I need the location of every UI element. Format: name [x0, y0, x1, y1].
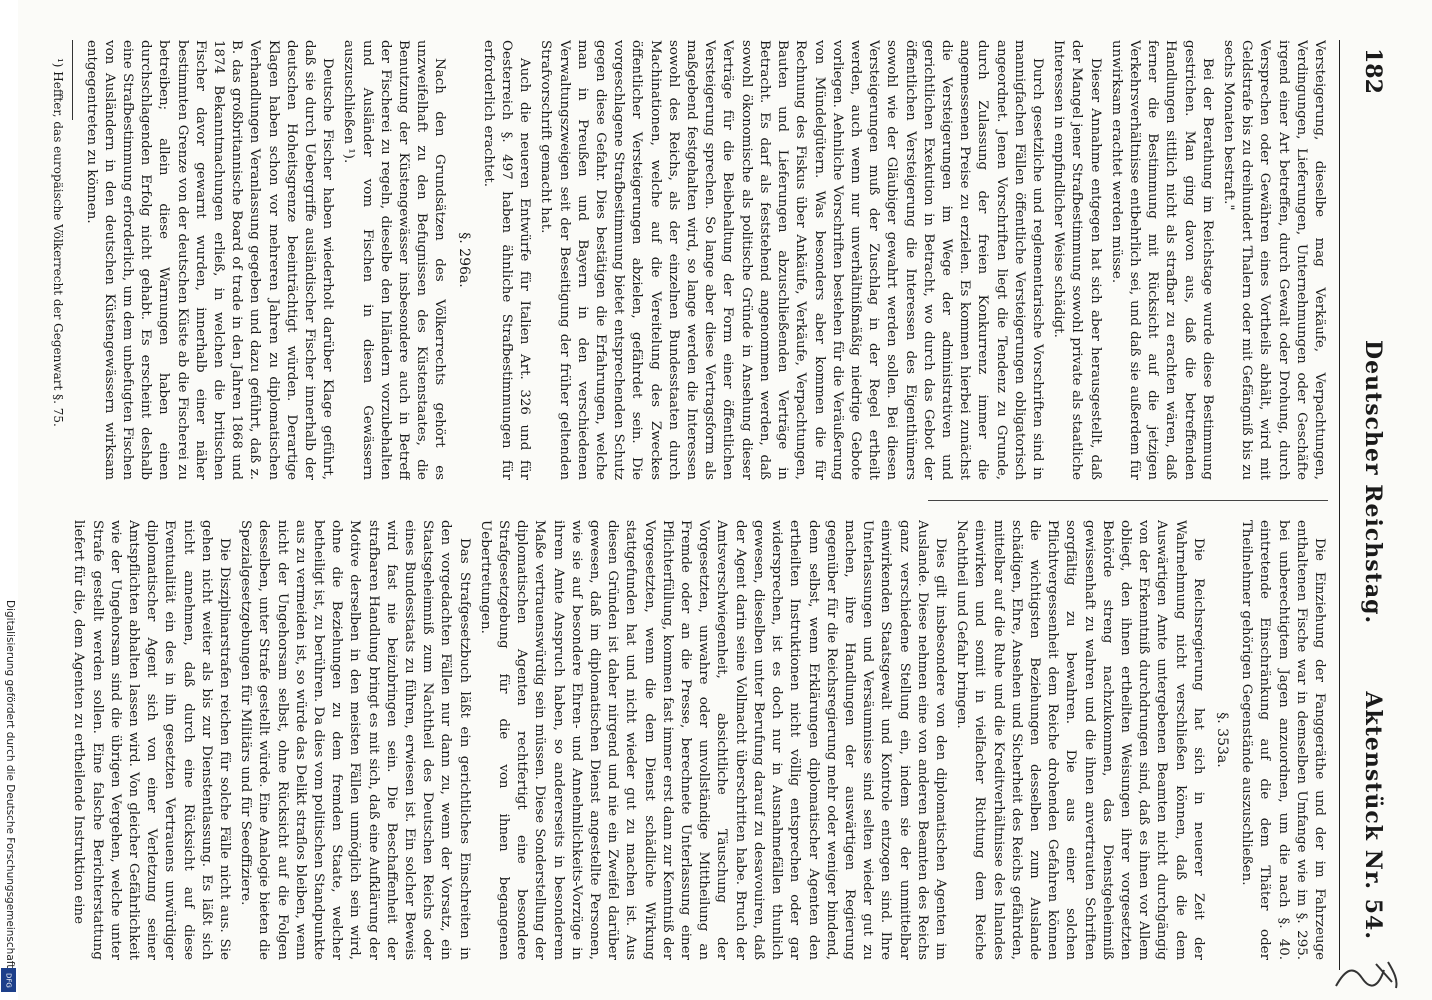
- paragraph: Dies gilt insbesondere von den diplomatischen Agenten im Auslande. Diese nehmen eine von anderen Beamten des Reichs ganz verschiedene Stellung ein, indem sie der unmittelbar einwirkenden Staatsgewalt und Kontrole entzogen sind. Ihre Unterlassungen und Versäumnisse sind selten wieder gut zu machen, ihre Handlungen der auswärtigen Regierung gegenüber für die Reichsregierung mehr oder weniger bindend, denn selbst, wenn Erklärungen diplomatischer Agenten den ertheilten Instruktionen nicht völlig entsprechen oder gar widersprechen, ist es doch nur in Ausnahmefällen thunlich gewesen, dieselben unter Berufung darauf zu desavouiren, daß der Agent darin seine Vollmacht überschritten habe. Bruch der Amtsverschwiegenheit, absichtliche Täuschung der Vorgesetzten, unwahre oder unvollständige Mittheilung an Fremde oder an die Presse, berechnete Unterlassung einer Pflichterfüllung, kommen fast immer erst dann zur Kenntniß der Vorgesetzten, wenn die dem Dienst schädliche Wirkung stattgefunden hat und nicht wieder gut zu machen ist. Aus diesen Gründen ist daher nirgend und nie ein Zweifel darüber gewesen, daß im diplomatischen Dienst angestellte Personen, wie sie auf besondere Ehren- und Annehmlichkeits-Vorzüge in ihrem Amte Anspruch haben, so andererseits in besonderem Maße vertrauenswürdig sein müssen. Diese Sonderstellung der diplomatischen Agenten rechtfertigt eine besondere Strafgesetzgebung für die von ihnen begangenen Uebertretungen.: [477, 520, 948, 960]
- paragraph: Die Disziplinarstrafen reichen für solche Fälle nicht aus. Sie gehen nicht weiter als bis zur Dienstentlassung. Es läßt sich nicht annehmen, daß durch eine Rücksicht auf diese Eventualität ein des in ihn gesetzten Vertrauens unwürdiger diplomatischer Agent sich von einer Verletzung seiner Amtspflichten abhalten lassen wird. Von gleicher Gefährlichkeit wie der Ungehorsam sind die übrigen Vergehen, welche unter Strafe gestellt werden sollen. Eine falsche Berichterstattung liefert für die, dem Agenten zu ertheilende Instruktion eine: [71, 520, 233, 960]
- page-header: [1339, 40, 1392, 970]
- section-heading: §. 353a.: [1213, 712, 1230, 768]
- paragraph: Dieser Annahme entgegen hat sich aber herausgestellt, daß der Mangel jener Strafbestimmung sowohl private als staatliche Interessen in empfindlicher Weise schädigt.: [1051, 40, 1103, 480]
- paragraph: Bei der Berathung im Reichstage wurde diese Bestimmung gestrichen. Man ging davon aus, daß die betreffenden Handlungen sittlich nicht als strafbar zu erachten wären, daß ferner die Bestimmung mit Rücksicht auf die jetzigen Verkehrsverhältnisse entbehrlich sei, und daß sie außerdem für unwirksam erachtet werden müsse.: [1108, 40, 1215, 480]
- footnote: ¹) Heffter, das europäische Völkerrecht der Gegenwart §. 75.: [51, 58, 66, 427]
- right-column: [48, 520, 1328, 960]
- section-heading: §. 296a.: [455, 232, 472, 288]
- left-column: [48, 40, 1328, 480]
- funding-credit: Digitalisierung gefördert durch die Deutsche Forschungsgemeinschaft: [4, 600, 16, 969]
- paragraph: Durch gesetzliche und reglementarische Vorschriften sind in mannigfachen Fällen öffentliche Versteigerungen obligatorisch angeordnet. Jenen Vorschriften liegt die Tendenz zu Grunde, durch Zulassung der freien Konkurrenz immer die angemessenen Preise zu erzielen. Es kommen hierbei zunächst die Versteigerungen im Wege der administrativen und gerichtlichen Exekution in Betracht, wo durch das Gebot der öffentlichen Versteigerung die Interessen des Eigenthümers sowohl wie der Gläubiger gewahrt werden sollen. Bei diesen Versteigerungen muß der Zuschlag in der Regel ertheilt werden, auch wenn nur unverhältnißmäßig niedrige Gebote vorliegen. Aehnliche Vorschriften bestehen für die Veräußerung von Mündelgütern. Was besonders aber kommen die für Rechnung des Fiskus über Ankäufe, Verkäufe, Verpachtungen, Bauten und Lieferungen abzuschließenden Verträge in Betracht. Es darf als feststehend angenommen werden, daß sowohl ökonomische als politische Gründe in Ansehung dieser Verträge für die Beibehaltung der Form einer öffentlichen Versteigerung sprechen. So lange aber diese Vertragsform als maßgebend festgehalten wird, so lange werden die Interessen sowohl des Reichs, als der einzelnen Bundesstaaten durch Machinationen, welche auf die Vereitelung des Zweckes öffentlicher Versteigerungen abzielen, gefährdet sein. Die vorgeschlagene Strafbestimmung bietet entsprechenden Schutz gegen diese Gefahr. Dies bestätigen die Erfahrungen, welche man in Preußen und Bayern in den verschiedenen Verwaltungszweigen seit der Beseitigung der früher geltenden Strafvorschrift gemacht hat.: [538, 40, 1045, 480]
- paragraph: Auch die neueren Entwürfe für Italien Art. 326 und für Oesterreich §. 497 haben ähnliche Strafbestimmungen für erforderlich erachtet.: [480, 40, 533, 480]
- document-reference: Aktenstück Nr. 54.: [1360, 691, 1386, 940]
- handwritten-mark: [1332, 958, 1402, 992]
- page-number: 182: [1360, 48, 1386, 94]
- column-divider: [928, 500, 1328, 501]
- paragraph: Nach den Grundsätzen des Völkerrechts gehört es unzweifelhaft zu den Befugnissen des Küstenstaates, die Benutzung der Küstengewässer insbesondere auch in Betreff der Fischerei zu regeln, dieselbe den Inländern vorzubehalten und Ausländer vom Fischen in diesen Gewässern auszuschließen ¹).: [341, 40, 448, 480]
- paragraph: Die Einziehung der Fanggeräthe und der im Fahrzeuge enthaltenen Fische war in demselben Umfange wie im §. 295. bei unberechtigtem Jagen anzuordnen, um die nach §. 40. eintretende Einschränkung auf die dem Thäter oder Theilnehmer gehörigen Gegenstände auszuschließen.: [1239, 520, 1327, 960]
- paragraph: Versteigerung, dieselbe mag Verkäufe, Verpachtungen, Verdingungen, Lieferungen, Unternehmungen oder Geschäfte irgend einer Art betreffen, durch Gewalt oder Drohung, durch Versprechen oder Gewähren eines Vortheils abhält, wird mit Geldstrafe bis zu dreihundert Thalern oder mit Gefängniß bis zu sechs Monaten bestraft.": [1220, 40, 1327, 480]
- paragraph: Die Reichsregierung hat sich in neuerer Zeit der Wahrnehmung nicht verschließen können, daß die dem Auswärtigen Amte untergebenen Beamten nicht durchgängig von der Erkenntniß durchdrungen sind, daß es ihnen vor Allem obliegt, den ihnen ertheilten Weisungen ihrer vorgesetzten Behörde streng nachzukommen, das Dienstgeheimniß gewissenhaft zu wahren und die ihnen anvertrauten Schriften sorgfältig zu bewahren. Die aus einer solchen Pflichtvergessenheit dem Reiche drohenden Gefahren können die wichtigsten Beziehungen desselben zum Auslande schädigen, Ehre, Ansehen und Sicherheit des Reichs gefährden, mittelbar auf die Ruhe und die Kreditverhältnisse des Inlandes einwirken und somit in vielfacher Richtung dem Reiche Nachtheil und Gefahr bringen.: [954, 520, 1206, 960]
- dfg-logo-icon: DFG: [1, 968, 16, 992]
- paragraph: Deutsche Fischer haben wiederholt darüber Klage geführt, daß sie durch Uebergriffe ausländischer Fischer innerhalb der deutschen Hoheitsgrenze beeinträchtigt würden. Derartige Klagen haben schon vor mehreren Jahren zu diplomatischen Verhandlungen Veranlassung gegeben und dazu geführt, daß z. B. das großbritannische Board of trade in den Jahren 1868 und 1874 Bekanntmachungen erließ, in welchen die britischen Fischer davor gewarnt wurden, innerhalb einer näher bestimmten Grenze von der deutschen Küste ab die Fischerei zu betreiben; allein diese Warnungen haben einen durchschlagenden Erfolg nicht gehabt. Es erscheint deshalb eine Strafbestimmung erforderlich, um dem unbefugten Fischen von Ausländern in den deutschen Küstengewässern wirksam entgegentreten zu können.: [83, 40, 336, 480]
- footnote-rule: [72, 40, 73, 120]
- paragraph: Das Strafgesetzbuch läßt ein gerichtliches Einschreiten in den vorgedachten Fällen nur dann zu, wenn der Vorsatz, ein Staatsgeheimniß zum Nachtheil des Deutschen Reichs oder eines Bundesstaats zu führen, erwiesen ist. Ein solcher Beweis wird fast nie beizubringen sein. Die Beschaffenheit der strafbaren Handlung bringt es mit sich, daß eine Aufklärung der Motive derselben in den meisten Fällen unmöglich sein wird, ohne die Beziehungen zu dem fremden Staate, welcher betheiligt ist, zu berühren. Da dies vom politischen Standpunkte aus zu vermeiden ist, so würde das Delikt straflos bleiben, wenn nicht der Ungehorsam selbst, ohne Rücksicht auf die Folgen desselben, unter Strafe gestellt würde. Eine Analogie bieten die Spezialgesetzgebungen für Militärs und für Seeoffiziere.: [238, 520, 472, 960]
- running-title: Deutscher Reichstag.: [1360, 340, 1386, 625]
- credit-strip: [0, 0, 18, 1000]
